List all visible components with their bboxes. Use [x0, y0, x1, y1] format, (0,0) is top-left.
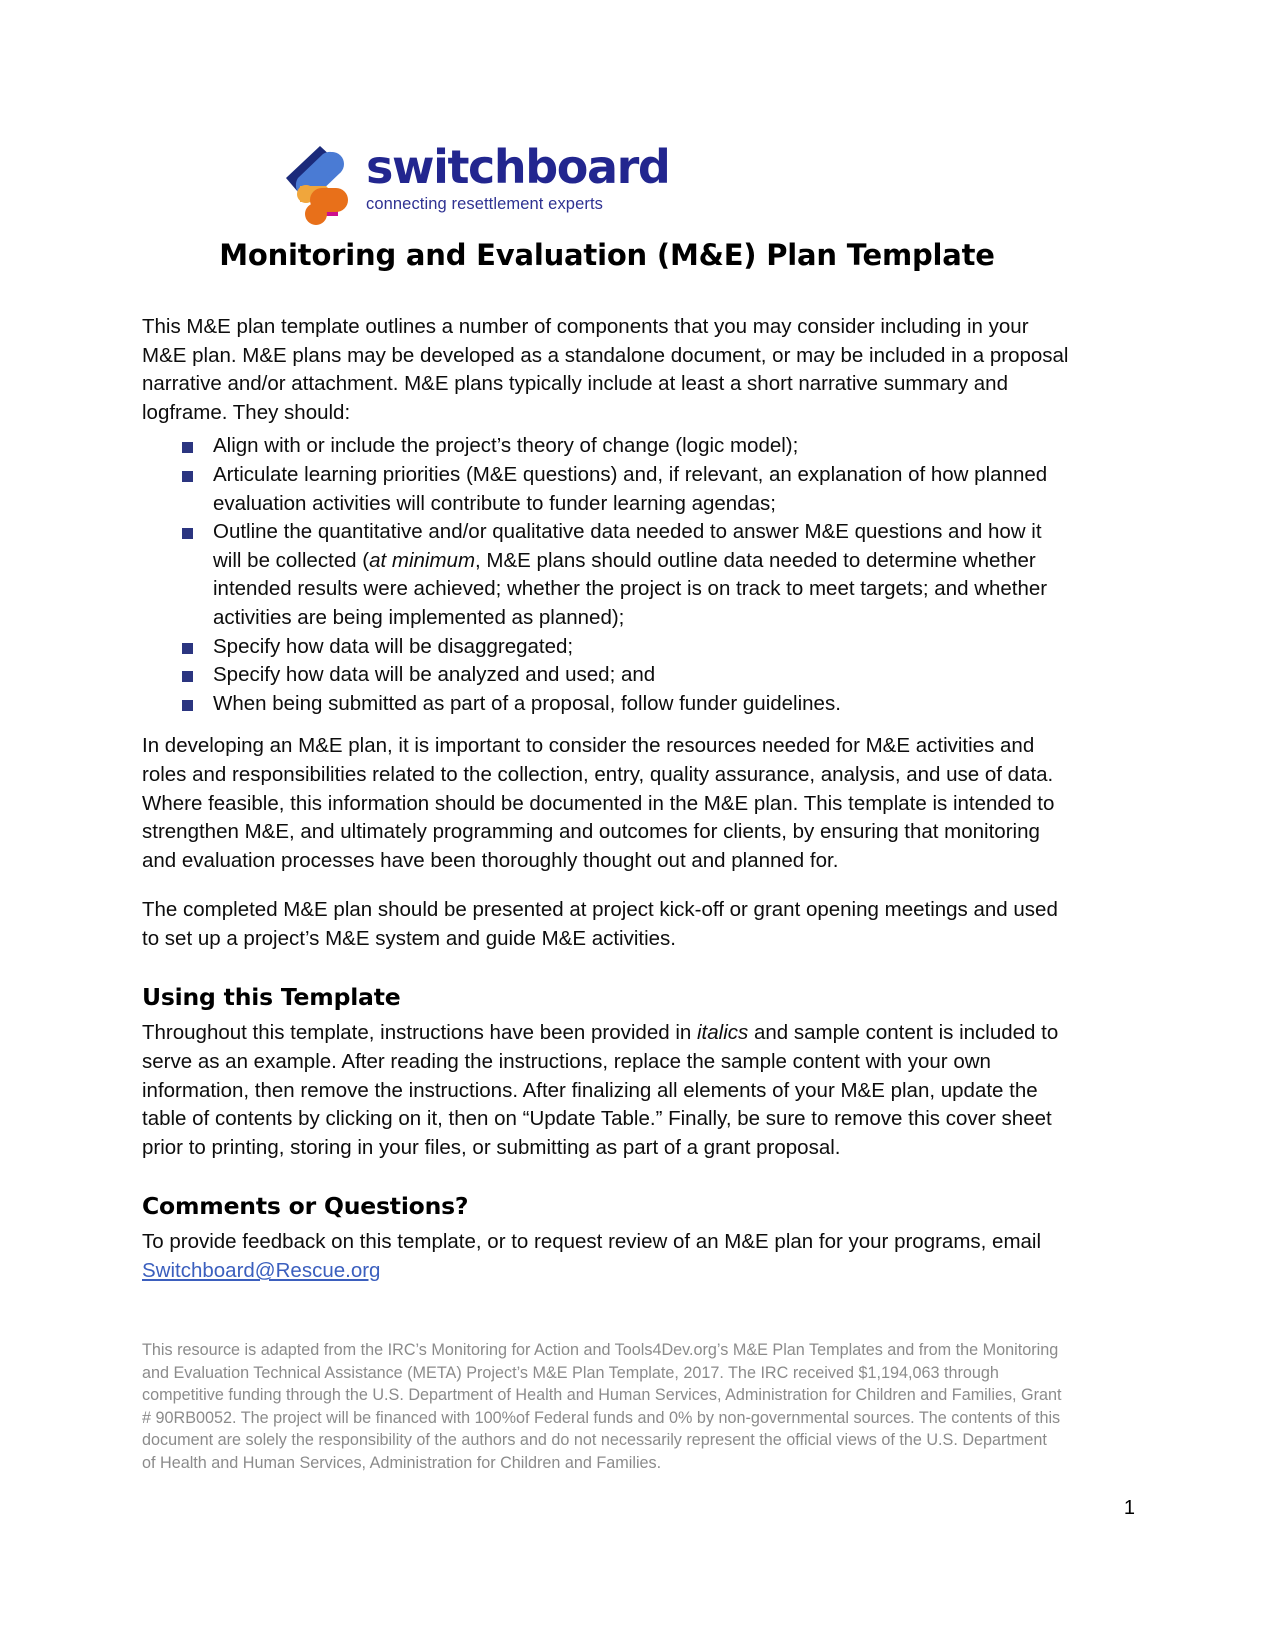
kickoff-paragraph: The completed M&E plan should be presented at project kick-off or grant opening meetings and used to set up a project’s M&E system and guide M&E activities.: [142, 898, 1058, 950]
logo-tagline: connecting resettlement experts: [366, 195, 603, 213]
switchboard-logo-text: [366, 140, 670, 215]
page-number: 1: [1123, 1497, 1135, 1519]
square-bullet-icon: [182, 442, 193, 453]
comments-paragraph: [142, 1228, 1072, 1285]
list-item: [182, 432, 1072, 461]
square-bullet-icon: [182, 671, 193, 682]
document-body: [142, 313, 1072, 1307]
contact-email-link[interactable]: Switchboard@Rescue.org: [142, 1259, 381, 1283]
using-template-text-italic: italics: [696, 1021, 749, 1045]
using-template-text-pre: Throughout this template, instructions have been provided in: [142, 1021, 697, 1045]
list-item: [182, 661, 1072, 690]
list-item-text-post: , M&E plans should outline data needed to determine whether intended results were achieved; whether the project is on track to meet targets; and whether activities are being implemented as planned);: [213, 548, 1048, 629]
comments-heading: Comments or Questions?: [142, 1192, 469, 1221]
intro-paragraph: This M&E plan template outlines a number of components that you may consider including in your M&E plan. M&E plans may be developed as a standalone document, or may be included in a proposal narrative and/or attachment. M&E plans typically include at least a short narrative summary and logframe. They should:: [142, 315, 1069, 424]
list-item: [182, 518, 1072, 632]
list-item-text-italic: at minimum: [369, 548, 476, 572]
using-template-paragraph: [142, 1019, 1072, 1162]
using-template-heading: Using this Template: [142, 983, 401, 1012]
switchboard-logo: [276, 140, 670, 225]
logo-wordmark: switchboard: [366, 140, 670, 194]
list-item-text-pre: Outline the quantitative and/or qualitative data needed to answer M&E questions and how it will be collected (: [213, 520, 1042, 572]
list-item-text: Specify how data will be disaggregated;: [213, 634, 574, 658]
square-bullet-icon: [182, 643, 193, 654]
list-item-text: Align with or include the project’s theory of change (logic model);: [213, 434, 799, 458]
square-bullet-icon: [182, 528, 193, 539]
using-template-text-post: and sample content is included to serve as an example. After reading the instructions, replace the sample content with your own information, then remove the instructions. After finalizing all elements of your M&E plan, update the table of contents by clicking on it, then on “Update Table.” Finally, be sure to remove this cover sheet prior to printing, storing in your files, or submitting as part of a grant proposal.: [142, 1021, 1059, 1159]
list-item: [182, 690, 1072, 719]
comments-text: To provide feedback on this template, or to request review of an M&E plan for your programs, email: [142, 1230, 1042, 1254]
requirements-list: [142, 432, 1072, 718]
square-bullet-icon: [182, 471, 193, 482]
list-item: [182, 633, 1072, 662]
square-bullet-icon: [182, 700, 193, 711]
list-item-text: Specify how data will be analyzed and used; and: [213, 663, 656, 687]
switchboard-logo-mark-icon: [276, 140, 354, 225]
resources-paragraph: In developing an M&E plan, it is important to consider the resources needed for M&E activities and roles and responsibilities related to the collection, entry, quality assurance, analysis, and use of data. Where feasible, this information should be documented in the M&E plan. This template is intended to strengthen M&E, and ultimately programming and outcomes for clients, by ensuring that monitoring and evaluation processes have been thoroughly thought out and planned for.: [142, 734, 1055, 872]
list-item-text: When being submitted as part of a proposal, follow funder guidelines.: [213, 691, 841, 715]
list-item-text: Articulate learning priorities (M&E questions) and, if relevant, an explanation of how planned evaluation activities will contribute to funder learning agendas;: [213, 462, 1048, 515]
footer-disclaimer: This resource is adapted from the IRC’s Monitoring for Action and Tools4Dev.org’s M&E Plan Templates and from the Monitoring and Evaluation Technical Assistance (META) Project’s M&E Plan Template, 2017. The IRC received $1,194,063 through competitive funding through the U.S. Department of Health and Human Services, Administration for Children and Families, Grant # 90RB0052. The project will be financed with 100%of Federal funds and 0% by non-governmental sources. The contents of this document are solely the responsibility of the authors and do not necessarily represent the official views of the U.S. Department of Health and Human Services, Administration for Children and Families.: [142, 1341, 1062, 1472]
page-title: Monitoring and Evaluation (M&E) Plan Template: [219, 238, 995, 272]
list-item: [182, 461, 1072, 518]
